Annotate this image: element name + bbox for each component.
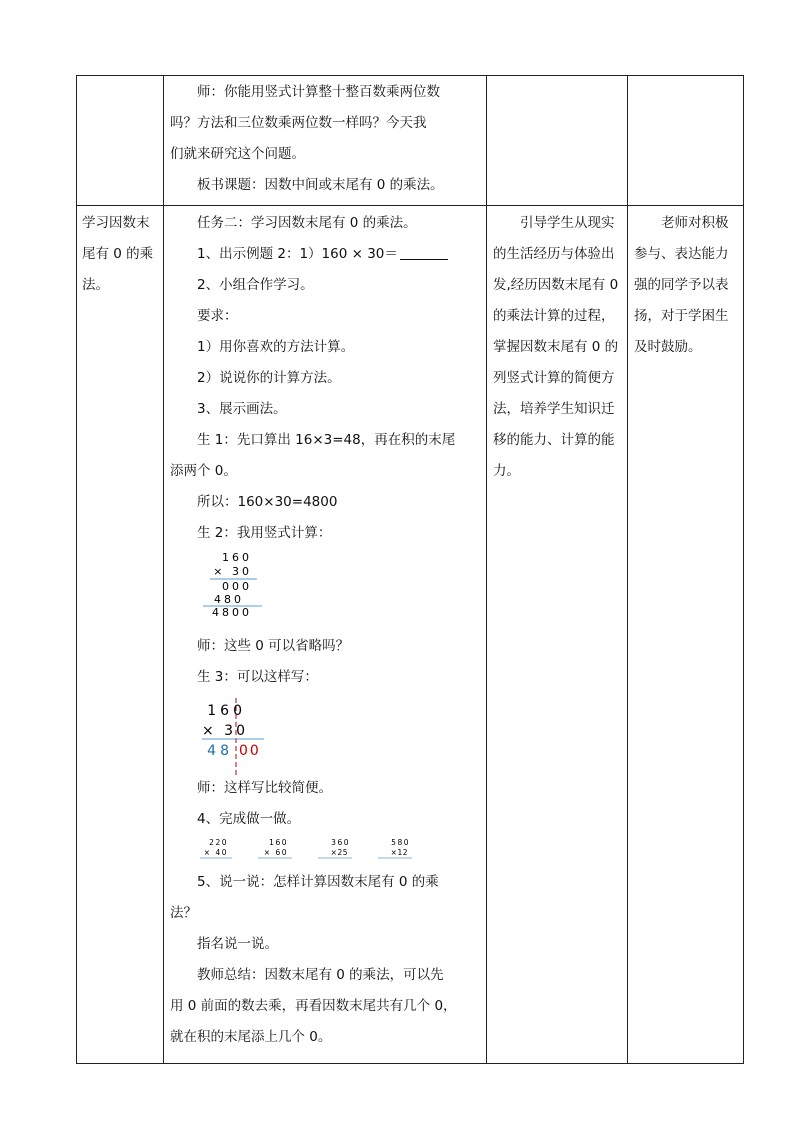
row2-col1 [77, 206, 164, 1064]
svg-text:580: 580 [391, 838, 410, 847]
text-line: 吗？方法和三位数乘两位数一样吗？今天我 [170, 115, 427, 131]
row1-col4 [628, 76, 744, 206]
text-line: 3、展示画法。 [197, 401, 287, 417]
row1-col2 [164, 76, 487, 206]
vertical-calc-1 [200, 547, 320, 617]
eval-line: 参与、表达能力 [634, 246, 729, 262]
row2-col3 [487, 206, 628, 1064]
answer-blank [400, 245, 448, 260]
text-line: 师：这样写比较简便。 [197, 780, 332, 796]
objective-line: 学习因数末 [82, 215, 150, 231]
lesson-plan-table [76, 75, 744, 1064]
calc1-top: 160 [222, 551, 252, 564]
intent-line: 发,经历因数末尾有 0 [493, 277, 619, 293]
exercise-row [200, 835, 480, 865]
svg-text:160: 160 [269, 838, 288, 847]
example-line: 1、出示例题 2：1）160 × 30＝ [170, 239, 480, 270]
calc1-mul: × 30 [213, 565, 252, 578]
row1-col1 [77, 76, 164, 206]
intent-line: 引导学生从现实 [520, 215, 615, 231]
calc1-result: 4800 [212, 606, 252, 617]
svg-text:220: 220 [209, 838, 228, 847]
text-line: 师：你能用竖式计算整十整百数乘两位数 [197, 84, 440, 100]
table-row [77, 76, 744, 206]
text-line: 生 1：先口算出 16×3=48，再在积的末尾 [197, 432, 456, 448]
eval-line: 强的同学予以表 [634, 277, 729, 293]
svg-text:× 60: × 60 [263, 848, 288, 857]
text-line: 指名说一说。 [197, 936, 278, 952]
calc2-top: 160 [207, 703, 246, 719]
text-line: 5、说一说：怎样计算因数末尾有 0 的乘 [197, 874, 439, 890]
text-line: 所以：160×30=4800 [197, 494, 338, 510]
svg-text:×12: ×12 [390, 848, 408, 857]
calc2-result-main: 48 [207, 743, 233, 759]
task-title: 任务二：学习因数末尾有 0 的乘法。 [197, 215, 417, 231]
text-line: 要求： [197, 308, 238, 324]
text-line: 师：这些 0 可以省略吗？ [197, 638, 350, 654]
text-line: 教师总结：因数末尾有 0 的乘法，可以先 [197, 967, 444, 983]
text-line: 2）说说你的计算方法。 [197, 370, 341, 386]
intent-line: 掌握因数末尾有 0 的 [493, 339, 619, 355]
table-row [77, 206, 744, 1064]
text-line: 2、小组合作学习。 [197, 277, 314, 293]
intent-line: 的生活经历与体验出 [493, 246, 615, 262]
intent-line: 移的能力、计算的能 [493, 432, 615, 448]
text-line: 1）用你喜欢的方法计算。 [197, 339, 355, 355]
intent-line: 的乘法计算的过程， [493, 308, 615, 324]
text-line: 生 3：可以这样写： [197, 669, 318, 685]
objective-line: 尾有 0 的乘 [82, 246, 154, 262]
text-line: 用 0 前面的数去乘，再看因数末尾共有几个 0， [170, 998, 457, 1014]
eval-line: 及时鼓励。 [634, 339, 702, 355]
text-line: 们就来研究这个问题。 [170, 146, 305, 162]
calc2-result-zeros: 00 [239, 743, 261, 759]
calc2-mul: × 30 [202, 723, 248, 739]
intent-line: 力。 [493, 463, 520, 479]
svg-text:× 40: × 40 [203, 848, 228, 857]
svg-text:360: 360 [331, 838, 350, 847]
text-line: 板书课题：因数中间或末尾有 0 的乘法。 [197, 177, 444, 193]
eval-line: 扬，对于学困生 [634, 308, 729, 324]
intent-line: 列竖式计算的简便方 [493, 370, 615, 386]
vertical-calc-2 [196, 693, 316, 775]
exercise-1 [200, 838, 232, 858]
text-line: 添两个 0。 [170, 463, 237, 479]
row2-col2 [164, 206, 487, 1064]
row1-col3 [487, 76, 628, 206]
objective-line: 法。 [82, 277, 109, 293]
eval-line: 老师对积极 [661, 215, 729, 231]
text-line: 生 2：我用竖式计算： [197, 525, 332, 541]
row2-col4 [628, 206, 744, 1064]
text-line: 法？ [170, 905, 197, 921]
exercise-3 [318, 838, 352, 858]
text-line: 4、完成做一做。 [197, 811, 301, 827]
exercise-4 [378, 838, 412, 858]
calc1-partial1: 000 [222, 580, 252, 593]
intent-line: 法，培养学生知识迁 [493, 401, 615, 417]
svg-text:×25: ×25 [330, 848, 348, 857]
text-line: 就在积的末尾添上几个 0。 [170, 1029, 332, 1045]
exercise-2 [258, 838, 292, 858]
calc1-partial2: 480 [214, 593, 244, 606]
